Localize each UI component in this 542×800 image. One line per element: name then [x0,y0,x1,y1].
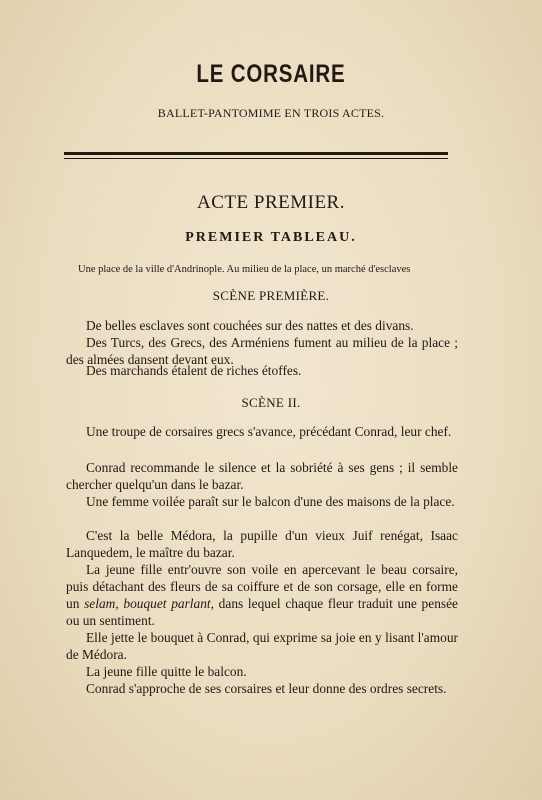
paragraph: Elle jette le bouquet à Conrad, qui exprime sa joie en y lisant l'amour de Médora. [66,630,458,662]
scene-heading: SCÈNE II. [241,395,301,410]
paragraph: De belles esclaves sont couchées sur des nattes et des divans. [86,318,414,333]
paragraph [66,561,458,629]
paragraph: Une troupe de corsaires grecs s'avance, précédant Conrad, leur chef. [86,424,452,439]
paragraph: Conrad s'approche de ses corsaires et leur donne des ordres secrets. [86,681,447,696]
paragraph: Une femme voilée paraît sur le balcon d'une des maisons de la place. [86,494,455,509]
document-subtitle: BALLET-PANTOMIME EN TROIS ACTES. [157,106,385,120]
paragraph: La jeune fille quitte le balcon. [86,664,247,679]
document-title: LE CORSAIRE [196,60,346,88]
act-title: ACTE PREMIER. [197,192,345,213]
paragraph-text-part: , dans lequel chaque fleur traduit une pensée ou un sentiment. [66,596,458,628]
paragraph: Des marchands étalent de riches étoffes. [86,363,302,378]
scene-setting: Une place de la ville d'Andrinople. Au milieu de la place, un marché d'esclaves [78,264,411,275]
scene-heading: SCÈNE PREMIÈRE. [212,288,330,303]
italic-term: selam, bouquet parlant [84,596,211,611]
tableau-title: PREMIER TABLEAU. [185,230,357,245]
title-rule-thick [64,152,448,155]
paragraph: C'est la belle Médora, la pupille d'un vieux Juif renégat, Isaac Lanquedem, le maître du bazar. [66,528,458,560]
title-rule-thin [64,158,448,159]
paragraph-text-part: La jeune fille entr'ouvre son voile en apercevant le beau corsaire, puis détachant des fleurs de sa coiffure et de son corsage, elle en forme un [66,562,458,611]
paragraph: Conrad recommande le silence et la sobriété à ses gens ; il semble chercher quelqu'un dans le bazar. [66,460,458,492]
paragraph: Des Turcs, des Grecs, des Arméniens fument au milieu de la place ; des almées dansent devant eux. [66,335,458,367]
